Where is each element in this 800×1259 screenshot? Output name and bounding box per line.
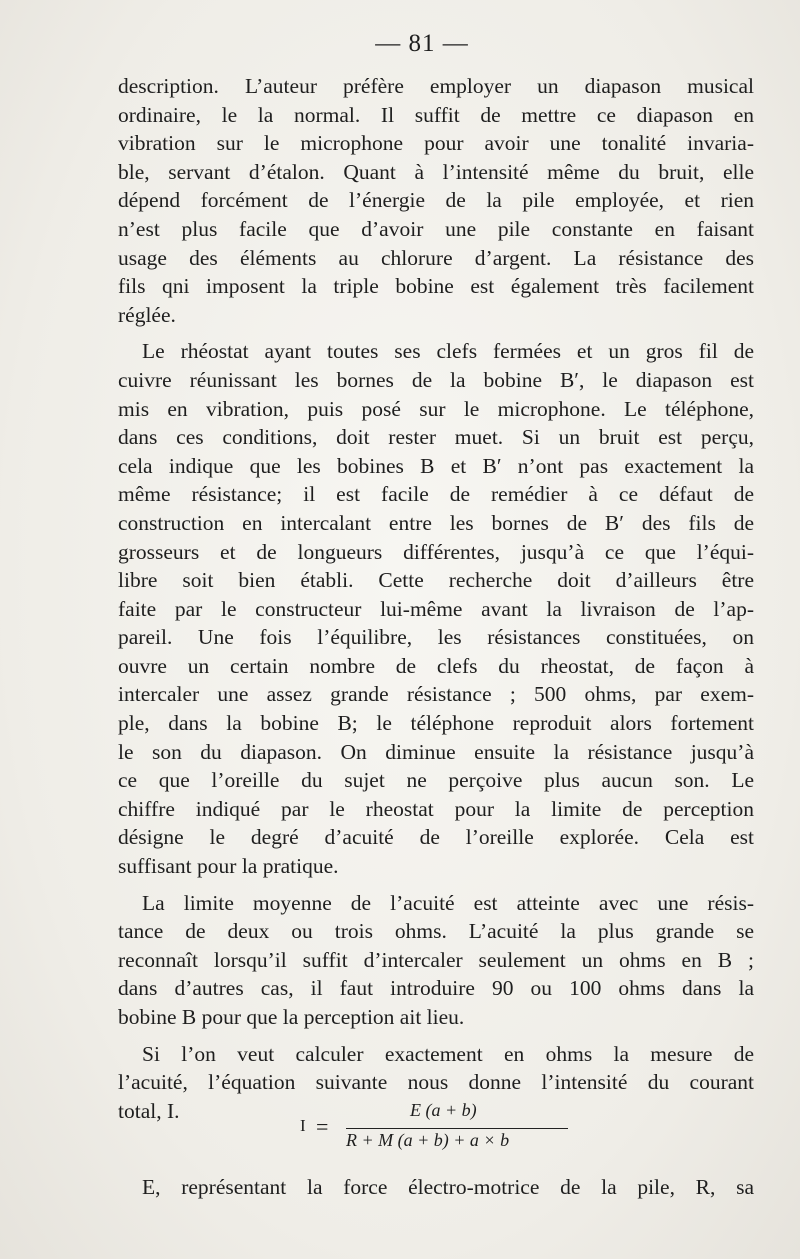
text-line: reconnaît lorsqu’il suffit d’intercaler seulement un ohms en B ; <box>118 947 754 972</box>
paragraph-2 <box>118 337 754 880</box>
text-line: même résistance; il est facile de remédier à ce défaut de <box>118 482 754 507</box>
text-line: construction en intercalant entre les bornes de B′ des fils de <box>118 510 754 535</box>
text-line: n’est plus facile que d’avoir une pile constante en faisant <box>118 216 754 241</box>
text-line: bobine B pour que la perception ait lieu. <box>118 1005 465 1029</box>
text-line: mis en vibration, puis posé sur le microphone. Le téléphone, <box>118 396 754 421</box>
text-line: l’acuité, l’équation suivante nous donne l’intensité du courant <box>118 1070 754 1095</box>
equation-numerator: E (a + b) <box>410 1100 477 1120</box>
text-line: fils qni imposent la triple bobine est également très facilement <box>118 274 754 299</box>
text-line: usage des éléments au chlorure d’argent. La résistance des <box>118 245 754 270</box>
text-line: ble, servant d’étalon. Quant à l’intensité même du bruit, elle <box>118 159 754 184</box>
intensity-equation <box>300 1100 600 1160</box>
text-line: cuivre réunissant les bornes de la bobine B′, le diapason est <box>118 367 754 392</box>
text-line: tance de deux ou trois ohms. L’acuité la plus grande se <box>118 919 754 944</box>
text-line: ordinaire, le la normal. Il suffit de mettre ce diapason en <box>118 102 754 127</box>
text-body <box>118 72 754 1125</box>
text-line: réglée. <box>118 302 176 327</box>
text-line: Si l’on veut calculer exactement en ohms la mesure de <box>142 1041 754 1066</box>
text-line: faite par le constructeur lui-même avant la livraison de l’ap- <box>118 596 754 621</box>
text-line: dépend forcément de l’énergie de la pile employée, et rien <box>118 188 754 213</box>
text-line: suffisant pour la pratique. <box>118 854 339 879</box>
text-line: description. L’auteur préfère employer un diapason musical <box>118 74 754 98</box>
text-line: grosseurs et de longueurs différentes, jusqu’à ce que l’équi- <box>118 539 754 564</box>
text-line: E, représentant la force électro-motrice de la pile, R, sa <box>142 1175 754 1199</box>
text-line: dans d’autres cas, il faut introduire 90 ou 100 ohms dans la <box>118 976 754 1001</box>
text-line: le son du diapason. On diminue ensuite la résistance jusqu’à <box>118 739 754 764</box>
fraction-bar <box>346 1128 568 1129</box>
text-line: libre soit bien établi. Cette recherche doit d’ailleurs être <box>118 568 754 593</box>
text-line: ple, dans la bobine B; le téléphone reproduit alors fortement <box>118 711 754 736</box>
text-line: désigne le degré d’acuité de l’oreille explorée. Cela est <box>118 825 754 850</box>
text-line: total, I. <box>118 1098 180 1123</box>
closing-paragraph <box>118 1173 754 1202</box>
text-line: vibration sur le microphone pour avoir une tonalité invaria- <box>118 131 754 156</box>
text-line: pareil. Une fois l’équilibre, les résistances constituées, on <box>118 625 754 650</box>
text-line: ouvre un certain nombre de clefs du rheostat, de façon à <box>118 653 754 678</box>
text-line: intercaler une assez grande résistance ; 500 ohms, par exem- <box>118 682 754 707</box>
text-line: chiffre indiqué par le rheostat pour la limite de perception <box>118 796 754 821</box>
text-line: ce que l’oreille du sujet ne perçoive plus aucun son. Le <box>118 768 754 793</box>
paragraph-3 <box>118 889 754 1032</box>
paragraph-1 <box>118 72 754 329</box>
text-line: dans ces conditions, doit rester muet. Si un bruit est perçu, <box>118 425 754 450</box>
text-line: La limite moyenne de l’acuité est atteinte avec une résis- <box>142 890 754 915</box>
page-number: — 81 — <box>375 30 469 57</box>
text-line: cela indique que les bobines B et B′ n’ont pas exactement la <box>118 453 754 478</box>
equation-denominator: R + M (a + b) + a × b <box>346 1130 510 1150</box>
equals-sign: = <box>316 1114 329 1139</box>
equation-lhs: I <box>300 1116 306 1135</box>
text-line: Le rhéostat ayant toutes ses clefs fermées et un gros fil de <box>142 339 754 364</box>
